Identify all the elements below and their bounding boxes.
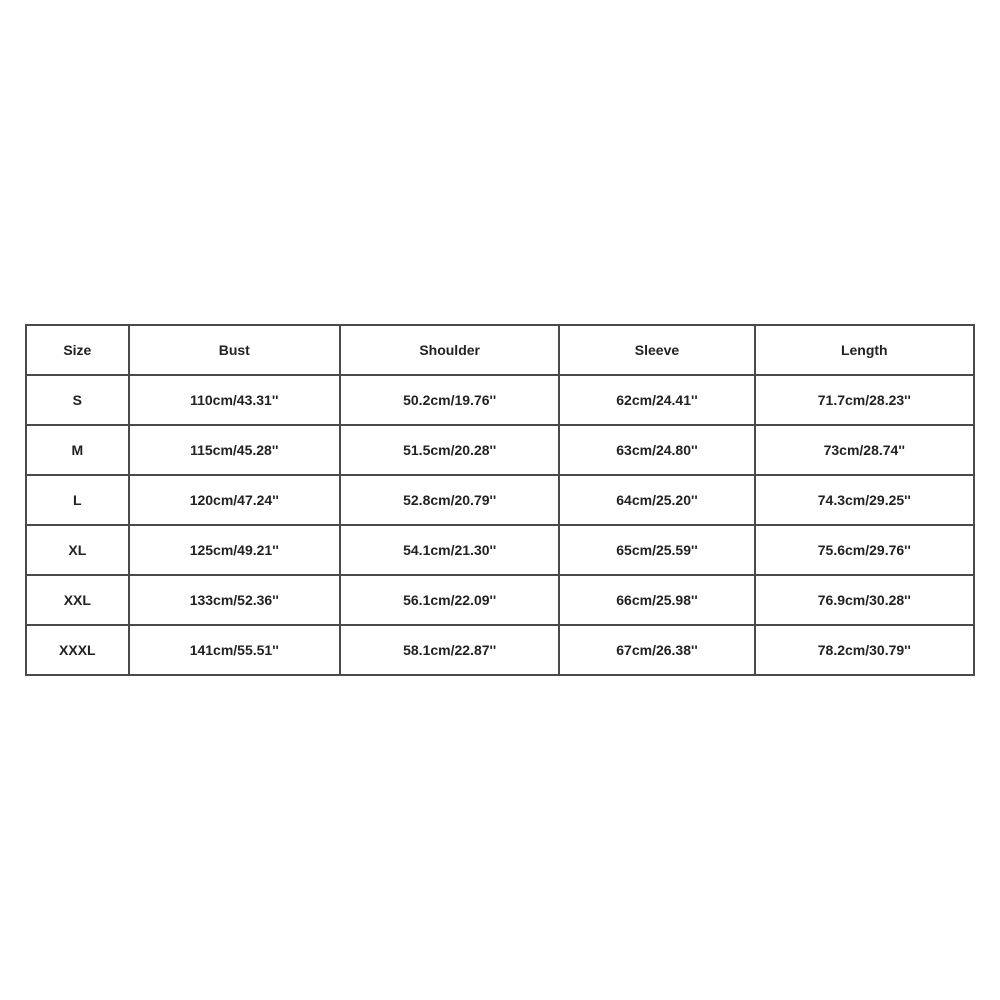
cell-shoulder: 52.8cm/20.79'' (340, 475, 559, 525)
cell-size: L (26, 475, 129, 525)
cell-sleeve: 67cm/26.38'' (559, 625, 754, 675)
table-row (26, 425, 974, 475)
header-sleeve: Sleeve (559, 325, 754, 375)
table-row (26, 375, 974, 425)
cell-size: S (26, 375, 129, 425)
header-length: Length (755, 325, 974, 375)
header-shoulder: Shoulder (340, 325, 559, 375)
cell-length: 71.7cm/28.23'' (755, 375, 974, 425)
cell-bust: 125cm/49.21'' (129, 525, 340, 575)
size-chart-table (25, 324, 975, 676)
cell-length: 74.3cm/29.25'' (755, 475, 974, 525)
cell-shoulder: 58.1cm/22.87'' (340, 625, 559, 675)
cell-sleeve: 63cm/24.80'' (559, 425, 754, 475)
header-row (26, 325, 974, 375)
cell-size: M (26, 425, 129, 475)
cell-shoulder: 51.5cm/20.28'' (340, 425, 559, 475)
table-header (26, 325, 974, 375)
cell-bust: 133cm/52.36'' (129, 575, 340, 625)
cell-bust: 141cm/55.51'' (129, 625, 340, 675)
cell-length: 78.2cm/30.79'' (755, 625, 974, 675)
cell-bust: 110cm/43.31'' (129, 375, 340, 425)
cell-size: XXXL (26, 625, 129, 675)
cell-size: XXL (26, 575, 129, 625)
cell-size: XL (26, 525, 129, 575)
cell-bust: 120cm/47.24'' (129, 475, 340, 525)
cell-shoulder: 54.1cm/21.30'' (340, 525, 559, 575)
header-size: Size (26, 325, 129, 375)
cell-bust: 115cm/45.28'' (129, 425, 340, 475)
cell-sleeve: 64cm/25.20'' (559, 475, 754, 525)
table-row (26, 475, 974, 525)
cell-sleeve: 65cm/25.59'' (559, 525, 754, 575)
cell-shoulder: 50.2cm/19.76'' (340, 375, 559, 425)
table-row (26, 525, 974, 575)
table-row (26, 575, 974, 625)
cell-length: 76.9cm/30.28'' (755, 575, 974, 625)
cell-shoulder: 56.1cm/22.09'' (340, 575, 559, 625)
table-body (26, 375, 974, 675)
cell-length: 75.6cm/29.76'' (755, 525, 974, 575)
cell-sleeve: 66cm/25.98'' (559, 575, 754, 625)
cell-sleeve: 62cm/24.41'' (559, 375, 754, 425)
header-bust: Bust (129, 325, 340, 375)
cell-length: 73cm/28.74'' (755, 425, 974, 475)
table-row (26, 625, 974, 675)
